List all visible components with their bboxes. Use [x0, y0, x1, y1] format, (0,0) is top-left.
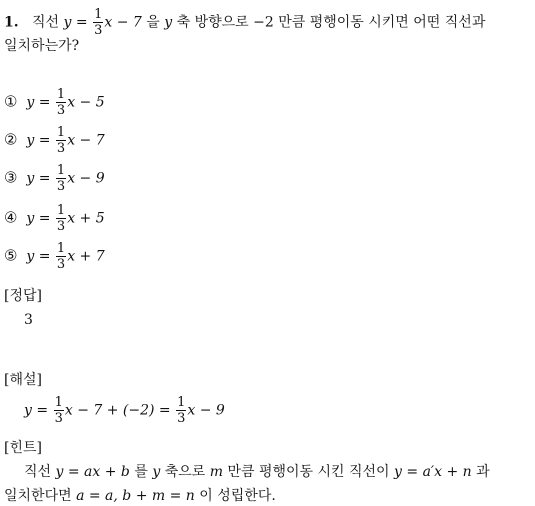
explanation-fraction-2 [176, 396, 186, 425]
option-1[interactable]: ① y = $\frac{1}{3}$ x − 5 [4, 87, 105, 118]
stem-fraction-denominator: 3 [94, 23, 103, 38]
option-marker: ② [4, 130, 18, 149]
option-2[interactable]: ② y = $\frac{1}{3}$ x − 7 [4, 125, 105, 156]
hint-variable: y [152, 464, 161, 480]
stem-axis-var: y [164, 14, 173, 31]
stem-eq-lhs: y [63, 14, 72, 31]
option-fraction-numerator: 1 [56, 203, 66, 218]
question-stem: 1. 직선 y = $\frac{1}{3}$ x − 7 을 y 축 방향으로 −2 만큼 평행이동 시키면 어떤 직선과 [4, 7, 486, 38]
option-marker: ③ [4, 168, 18, 187]
hint-text: 만큼 평행이동 시킨 직선이 [227, 464, 390, 480]
explanation-end: x − 9 [187, 402, 225, 419]
hint-text: 일치한다면 [4, 488, 72, 504]
option-fraction [56, 164, 66, 193]
hint-text: 축으로 [164, 464, 206, 480]
option-fraction [56, 242, 66, 271]
explanation-fraction-1-numerator: 1 [54, 395, 63, 410]
option-fraction-denominator: 3 [56, 141, 66, 156]
question-number: 1. [4, 14, 19, 31]
explanation-fraction-2-numerator: 1 [177, 395, 186, 410]
option-fraction-numerator: 1 [56, 87, 66, 102]
option-fraction-numerator: 1 [56, 163, 66, 178]
hint-text: 를 [134, 464, 148, 480]
option-lhs: y [26, 132, 35, 149]
stem-mid1: 을 [146, 14, 160, 31]
explanation-fraction-1 [54, 396, 64, 425]
option-lhs: y [26, 94, 35, 111]
option-fraction-denominator: 3 [56, 179, 66, 194]
explanation-equation: y = $\frac{1}{3}$ x − 7 + (−2) = $\frac{1}{3}$ x − 9 [24, 395, 225, 426]
option-fraction-numerator: 1 [56, 241, 66, 256]
hint-label: [힌트] [4, 440, 42, 456]
option-4[interactable]: ④ y = $\frac{1}{3}$ x + 5 [4, 203, 105, 234]
explanation-label: [해설] [4, 372, 42, 388]
option-3[interactable]: ③ y = $\frac{1}{3}$ x − 9 [4, 163, 105, 194]
hint-equation: y = ax + b [55, 464, 130, 480]
answer-value: 3 [24, 312, 33, 328]
answer-label: [정답] [4, 288, 42, 304]
option-5[interactable]: ⑤ y = $\frac{1}{3}$ x + 7 [4, 241, 105, 272]
option-fraction [56, 126, 66, 155]
option-lhs: y [26, 248, 35, 265]
hint-line-1 [24, 462, 490, 482]
hint-text: 이 성립한다. [199, 488, 276, 504]
option-fraction-numerator: 1 [56, 125, 66, 140]
option-rhs: x − 5 [67, 94, 105, 111]
question-stem-line2: 일치하는가? [4, 38, 80, 54]
option-rhs: x − 9 [67, 170, 105, 187]
option-fraction [56, 88, 66, 117]
explanation-mid: x − 7 + (−2) = [64, 402, 171, 419]
option-fraction [56, 204, 66, 233]
explanation-fraction-1-denominator: 3 [54, 411, 63, 426]
hint-equation: a = a, b + m = n [76, 488, 195, 504]
stem-fraction-numerator: 1 [94, 7, 103, 22]
option-lhs: y [26, 210, 35, 227]
stem-prefix: 직선 [31, 14, 60, 31]
option-rhs: x + 7 [67, 248, 105, 265]
hint-line-2 [4, 486, 276, 506]
stem-mid2: 축 방향으로 −2 만큼 평행이동 시키면 어떤 직선과 [176, 14, 486, 31]
option-rhs: x − 7 [67, 132, 105, 149]
option-marker: ⑤ [4, 246, 18, 265]
explanation-fraction-2-denominator: 3 [177, 411, 186, 426]
explanation-lhs: y [24, 402, 32, 419]
hint-text: 직선 [24, 464, 52, 480]
stem-eq-rhs: x − 7 [104, 14, 142, 31]
option-fraction-denominator: 3 [56, 219, 66, 234]
option-fraction-denominator: 3 [56, 103, 66, 118]
hint-variable: m [209, 464, 224, 480]
option-fraction-denominator: 3 [56, 257, 66, 272]
option-rhs: x + 5 [67, 210, 105, 227]
stem-fraction [93, 8, 103, 37]
hint-equation: y = a′x + n [394, 464, 472, 480]
option-lhs: y [26, 170, 35, 187]
option-marker: ① [4, 92, 18, 111]
hint-text: 과 [476, 464, 490, 480]
option-marker: ④ [4, 208, 18, 227]
